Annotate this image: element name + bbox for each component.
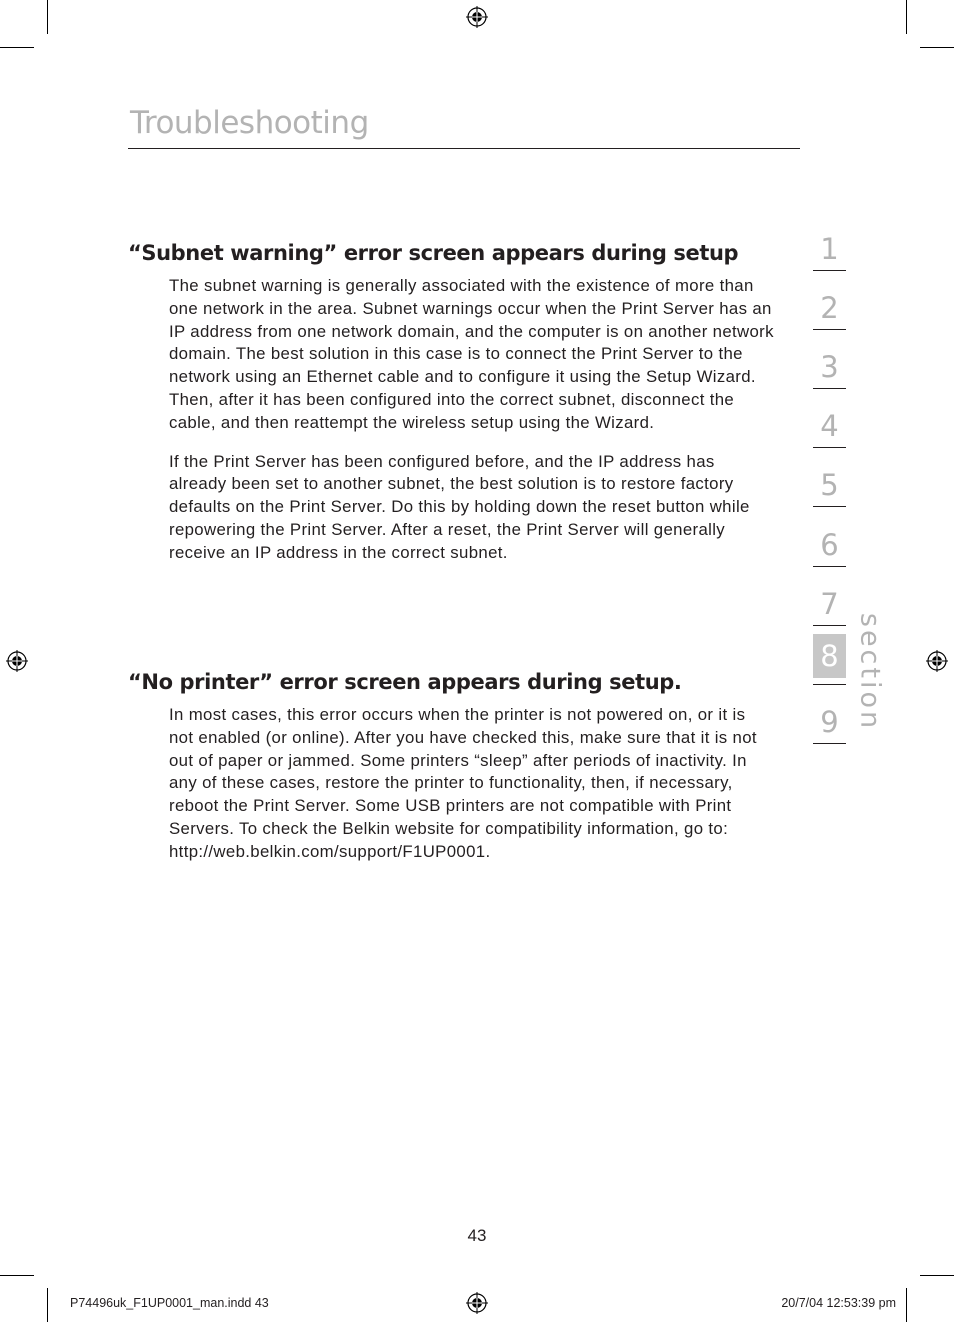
section-heading: “No printer” error screen appears during setup. [128,670,682,694]
crop-mark [47,0,48,34]
section-tab-label: 7 [820,586,839,621]
section-tab-4[interactable] [813,389,846,448]
section-tab-5[interactable] [813,448,846,507]
registration-mark-icon [926,650,948,672]
section-tab-9[interactable] [813,685,846,744]
section-tab-6[interactable] [813,507,846,566]
body-paragraph: The subnet warning is generally associated with the existence of more than one network in the area. Subnet warnings occur when the Print Server has an IP address from one network domain, and the computer is on another network domain. The best solution in this case is to connect the Print Server to the network using an Ethernet cable and to configure it using the Setup Wizard. Then, after it has been configured into the correct subnet, disconnect the cable, and then reattempt the wireless setup using the Wizard. [169,276,774,432]
file-slug: P74496uk_F1UP0001_man.indd 43 [70,1296,269,1310]
section-tab-label: 5 [820,468,839,503]
section-tab-7[interactable] [813,567,846,626]
body-paragraph: If the Print Server has been configured before, and the IP address has already been set to another subnet, the best solution is to restore factory defaults on the Print Server. Do this by holding down the reset button while repowering the Print Server. After a reset, the Print Server will generally receive an IP address in the correct subnet. [169,451,750,562]
section-vertical-label: section [854,612,886,732]
section-tab-label: 3 [820,350,839,385]
section-tab-3[interactable] [813,330,846,389]
section-tab-label: 9 [820,704,839,739]
crop-mark [920,1275,954,1276]
section-heading: “Subnet warning” error screen appears during setup [128,241,739,265]
crop-mark [0,1275,34,1276]
section-tab-8-active[interactable] [813,626,846,685]
section-tab-label: 1 [820,232,839,267]
page-title: Troubleshooting [130,105,369,141]
crop-mark [920,47,954,48]
section-nav [813,212,846,744]
registration-mark-icon [466,6,488,28]
crop-mark [906,1288,907,1322]
body-paragraph: In most cases, this error occurs when the printer is not powered on, or it is not enabled (or online). After you have checked this, make sure that it is not out of paper or jammed. Some printers “sleep” after periods of inactivity. In any of these cases, restore the printer to functionality, then, if necessary, reboot the Print Server. Some USB printers are not compatible with Print Servers. To check the Belkin website for compatibility information, go to: http://web.belkin.com/support/F1UP0001. [169,705,757,861]
section-tab-2[interactable] [813,271,846,330]
section-tab-label: 8 [813,634,846,678]
subnet-warning-section [128,239,778,581]
title-rule [128,148,800,149]
section-tab-label: 2 [820,291,839,326]
page-number: 43 [467,1226,487,1245]
no-printer-section [128,668,778,880]
registration-mark-icon [6,650,28,672]
crop-mark [47,1288,48,1322]
section-tab-label: 4 [820,409,839,444]
crop-mark [0,47,34,48]
section-tab-label: 6 [820,527,839,562]
section-tab-1[interactable] [813,212,846,271]
date-slug: 20/7/04 12:53:39 pm [781,1296,896,1310]
registration-mark-icon [466,1292,488,1314]
crop-mark [906,0,907,34]
